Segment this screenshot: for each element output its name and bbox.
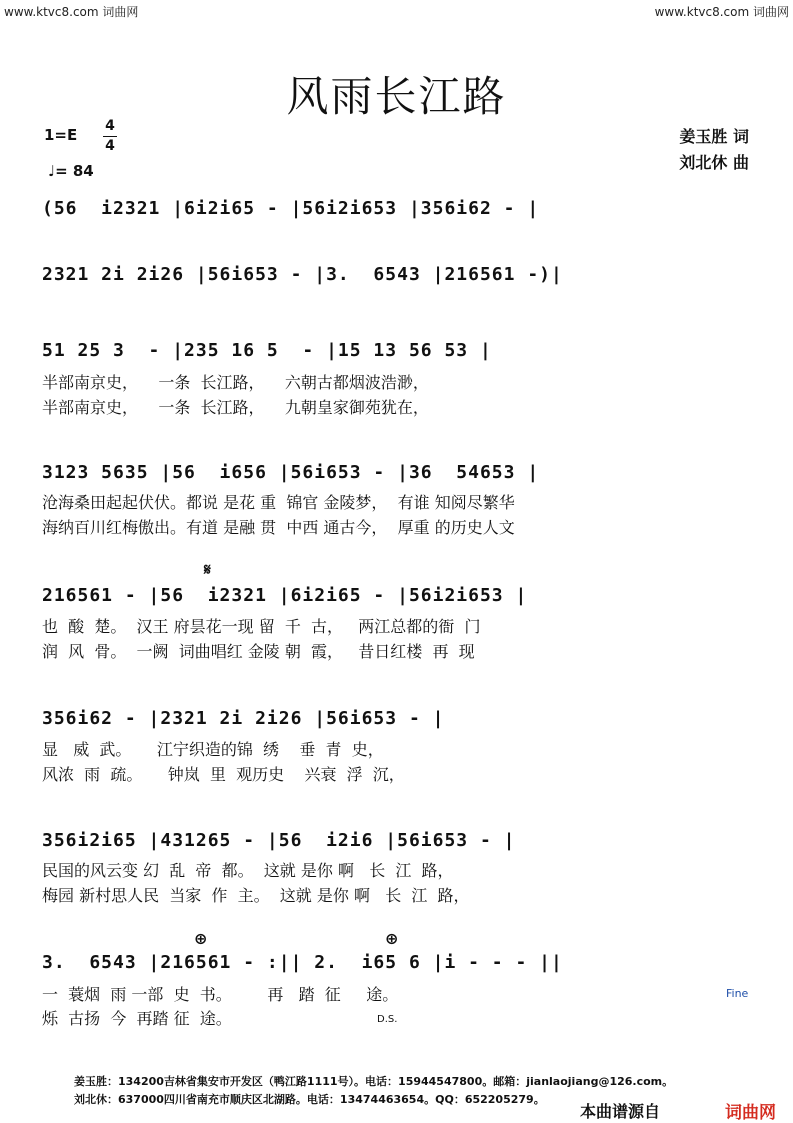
lyric-row-4-verse-2: 海纳百川红梅傲出。有道 是融 贯 中西 通古今， 厚重 的历史人文: [42, 518, 515, 537]
tempo-mark: ♩= 84: [48, 162, 94, 180]
site-header-right: www.ktvc8.com 词曲网: [654, 5, 789, 19]
footer-composer-address: 刘北休：637000四川省南充市顺庆区北湖路。电话：13474463654。QQ：652205279。: [74, 1093, 545, 1106]
composer-credit: 刘北休 曲: [679, 153, 749, 172]
time-signature: [103, 118, 117, 155]
meter-bottom: 4: [105, 138, 115, 154]
lyric-row-3-verse-2: 半部南京史， 一条 长江路， 九朝皇家御苑犹在，: [42, 398, 429, 417]
fine-mark: Fine: [726, 987, 749, 1000]
lyric-row-4-verse-1: 沧海桑田起起伏伏。都说 是花 重 锦官 金陵梦， 有谁 知阅尽繁华: [42, 493, 515, 512]
notation-row-4: 3123 5635 |56 i656 |56i653 - |36 54653 |: [42, 462, 540, 483]
coda-sign-1: ⊕: [194, 929, 208, 948]
notation-row-5: 216561 - |56 i2321 |6i2i65 - |56i2i653 |: [42, 585, 528, 606]
lyric-row-5-verse-2: 润 风 骨。 一阙 词曲唱红 金陵 朝 霞， 昔日红楼 再 现: [42, 642, 475, 661]
lyric-row-8-verse-2: 烁 古扬 今 再踏 征 途。: [42, 1009, 283, 1028]
ds-mark: D.S.: [377, 1014, 398, 1025]
lyric-row-6-verse-1: 显 威 武。 江宁织造的锦 绣 垂 青 史，: [42, 740, 384, 759]
footer-lyricist-address: 姜玉胜：134200吉林省集安市开发区（鸭江路1111号）。电话：15944547800。邮箱：jianlaojiang@126.com。: [74, 1075, 674, 1088]
site-header-left: www.ktvc8.com 词曲网: [4, 5, 139, 19]
lyricist-credit: 姜玉胜 词: [679, 127, 749, 146]
coda-sign-2: ⊕: [385, 929, 399, 948]
lyric-row-7-verse-2: 梅园 新村思人民 当家 作 主。 这就 是你 啊 长 江 路，: [42, 886, 470, 905]
site-logo[interactable]: 词曲网: [725, 1103, 776, 1123]
meter-divider: [103, 136, 117, 137]
notation-row-1: (56 i2321 |6i2i65 - |56i2i653 |356i62 - |: [42, 198, 540, 219]
notation-row-3: 51 25 3 - |235 16 5 - |15 13 56 53 |: [42, 340, 492, 361]
meter-top: 4: [105, 118, 115, 134]
lyric-row-6-verse-2: 风浓 雨 疏。 钟岚 里 观历史 兴衰 浮 沉，: [42, 765, 405, 784]
notation-row-7: 356i2i65 |431265 - |56 i2i6 |56i653 - |: [42, 830, 516, 851]
notation-row-6: 356i62 - |2321 2i 2i26 |56i653 - |: [42, 708, 445, 729]
lyric-row-8-verse-1: 一 蓑烟 雨 一部 史 书。 再 踏 征 途。: [42, 985, 399, 1004]
lyric-row-7-verse-1: 民国的风云变 幻 乱 帝 都。 这就 是你 啊 长 江 路，: [42, 861, 454, 880]
source-label: 本曲谱源自: [580, 1102, 661, 1121]
lyric-row-5-verse-1: 也 酸 楚。 汉王 府昙花一现 留 千 古， 两江总都的衙 门: [42, 617, 481, 636]
page-title: 风雨长江路: [286, 72, 507, 121]
notation-row-2: 2321 2i 2i26 |56i653 - |3. 6543 |216561 -)|: [42, 264, 563, 285]
lyric-row-3-verse-1: 半部南京史， 一条 长江路， 六朝古都烟波浩渺，: [42, 373, 429, 392]
key-signature: 1=E: [44, 126, 78, 144]
notation-row-8: 3. 6543 |216561 - :|| 2. i65 6 |i - - - ||: [42, 952, 563, 973]
segno-sign: 𝄋: [204, 560, 211, 579]
